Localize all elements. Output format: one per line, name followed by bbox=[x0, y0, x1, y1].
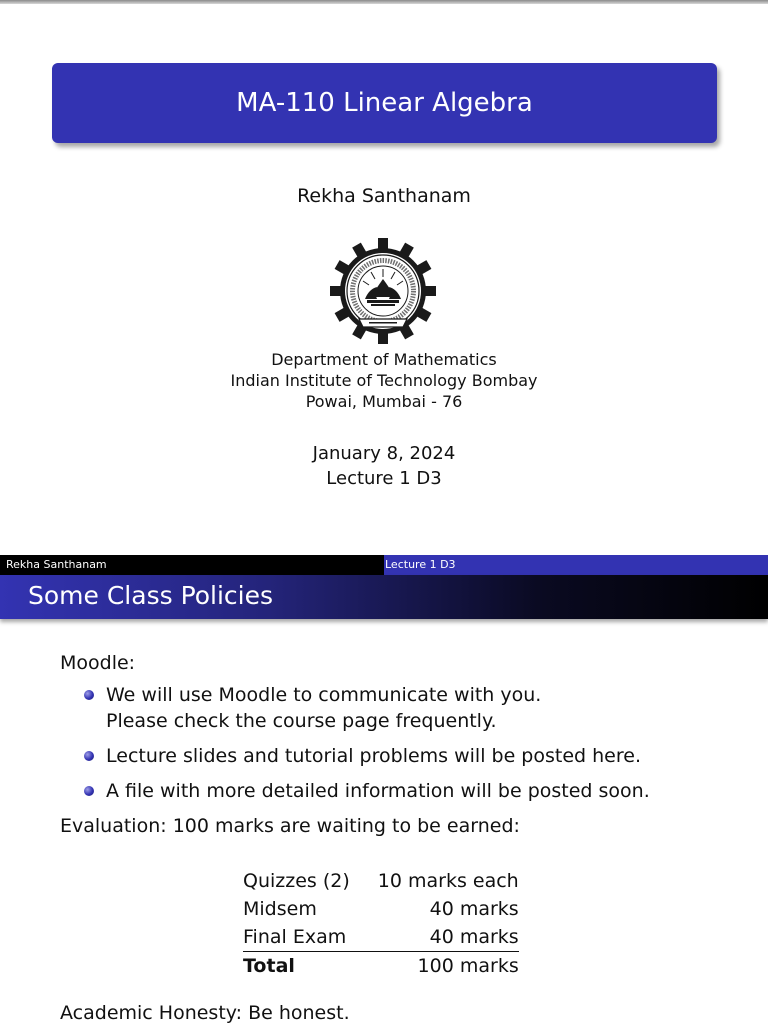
evaluation-line: Evaluation: 100 marks are waiting to be earned: bbox=[60, 815, 520, 837]
list-item bbox=[60, 778, 750, 804]
author-name: Rekha Santhanam bbox=[297, 185, 471, 207]
bullet-text: Lecture slides and tutorial problems will be posted here. bbox=[106, 745, 641, 767]
bullet-text: We will use Moodle to communicate with you. bbox=[106, 684, 542, 706]
footline-author: Rekha Santhanam bbox=[0, 555, 384, 575]
table-cell-marks: 40 marks bbox=[429, 898, 519, 920]
list-item bbox=[60, 743, 750, 769]
table-cell-marks: 40 marks bbox=[429, 926, 519, 948]
table-row bbox=[243, 923, 519, 952]
table-row bbox=[243, 867, 519, 895]
table-cell-marks: 100 marks bbox=[378, 952, 519, 981]
bullet-list bbox=[60, 682, 750, 804]
bullet-ball-icon bbox=[84, 786, 94, 796]
title-box bbox=[52, 63, 717, 143]
slide-title: MA-110 Linear Algebra bbox=[236, 88, 533, 118]
table-cell-item: Quizzes (2) bbox=[243, 870, 350, 892]
table-cell-item: Midsem bbox=[243, 898, 317, 920]
list-item bbox=[60, 682, 750, 734]
frame-title: Some Class Policies bbox=[28, 581, 274, 610]
marks-table bbox=[243, 867, 519, 980]
address-line: Powai, Mumbai - 76 bbox=[305, 392, 463, 411]
slide-content bbox=[60, 650, 750, 1024]
frame-title-bar bbox=[0, 575, 768, 619]
table-cell-marks: 10 marks each bbox=[377, 870, 519, 892]
institute-line: Indian Institute of Technology Bombay bbox=[230, 371, 538, 390]
table-cell-item: Total bbox=[243, 952, 378, 981]
department-line: Department of Mathematics bbox=[271, 350, 497, 369]
table-row-total bbox=[243, 952, 519, 981]
table-cell-item: Final Exam bbox=[243, 926, 347, 948]
iit-bombay-emblem-icon bbox=[330, 238, 436, 344]
lecture-date: January 8, 2024 bbox=[312, 443, 456, 464]
table-row bbox=[243, 895, 519, 923]
footline bbox=[0, 555, 768, 575]
moodle-heading: Moodle: bbox=[60, 652, 136, 674]
lecture-number: Lecture 1 D3 bbox=[326, 468, 442, 489]
footline-lecture: Lecture 1 D3 bbox=[384, 555, 768, 575]
top-rule bbox=[0, 0, 768, 4]
date-block bbox=[0, 441, 768, 491]
bullet-ball-icon bbox=[84, 690, 94, 700]
institute-block bbox=[0, 349, 768, 412]
bullet-text-continued: Please check the course page frequently. bbox=[106, 710, 497, 732]
bullet-ball-icon bbox=[84, 751, 94, 761]
academic-honesty-line: Academic Honesty: Be honest. bbox=[60, 1002, 350, 1024]
bullet-text: A file with more detailed information will be posted soon. bbox=[106, 780, 650, 802]
